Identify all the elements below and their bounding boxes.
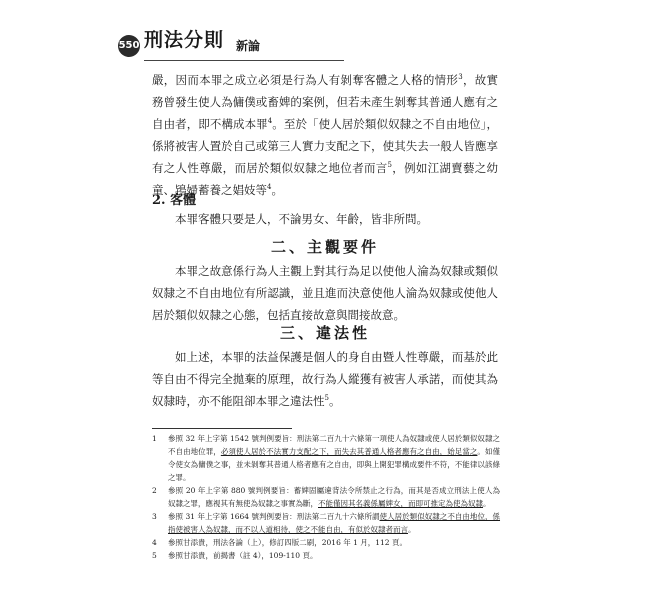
book-title: 刑法分則 [144,29,225,51]
paragraph-subjective: 本罪之故意係行為人主觀上對其行為足以使他人淪為奴隸或類似奴隸之不自由地位有所認識，並且進而決意使他人淪為奴隸或使他人居於類似奴隸之心態，包括直接故意與間接故意。 [152,264,498,322]
header-rule [144,60,344,61]
footnote-item [152,510,500,536]
footnote-ref[interactable]: 4 [267,117,273,126]
paragraph-text: ，例如江湖賣藝之幼童、鴇婦蓄養之娼妓等 [152,161,499,197]
paragraph-continued [152,69,498,201]
footnote-underlined: 使人居於類似奴隸之不自由地位，係指使被害人為奴隸，而不以人道相待，使之不能自由，有似於奴隸者而言 [168,512,501,534]
footnote-number: 3 [152,512,157,521]
footnote-number: 1 [152,434,157,443]
page-number: 550 [118,35,140,57]
paragraph-text: 如上述，本罪的法益保護是個人的身自由暨人性尊嚴，而基於此等自由不得完全拋棄的原理，故行為人縱獲有被害人承諾，而使其為奴隸時，亦不能阻卻本罪之違法性 [152,350,498,408]
footnote-text [168,432,500,484]
paragraph-illegality [152,346,498,412]
footnote-number: 5 [152,551,157,560]
footnote-rule [152,428,292,429]
footnote-text-part: 。 [483,499,491,508]
footnote-item [152,484,500,510]
footnote-text-part: 參照 31 年上字第 1664 號判例要旨：刑法第二百九十六條所謂 [168,512,380,521]
footnote-item [152,549,500,562]
footnote-text-part: 參照甘添貴，前揭書（註 4），109-110 頁。 [168,551,318,560]
footnote-text [168,510,500,536]
footnote-text-part: 。如僅令使女為傭僕之事，並未剝奪其普通人格者應有之自由，即與上開犯罪構成要件不符，不能律以該條之罪。 [168,447,501,482]
paragraph-text: 。 [271,183,283,197]
section-heading-illegality: 三、違法性 [279,324,370,342]
paragraph-object: 本罪客體只要是人，不論男女、年齡，皆非所問。 [175,212,428,226]
footnote-number: 2 [152,486,157,495]
footnote-ref[interactable]: 5 [324,394,329,403]
paragraph-text: 。 [328,394,341,408]
paragraph-text: 。至於「使人居於類似奴隸之不自由地位」，係將被害人置於自己或第三人實力支配之下，使其失去一般人皆應享有之人性尊嚴，而居於類似奴隸之地位者而言 [152,117,499,175]
footnote-text [168,484,500,510]
footnote-item [152,536,500,549]
running-header [118,23,358,63]
paragraph-text: 嚴，因而本罪之成立必須是行為人有剝奪客體之人格的情形 [152,73,459,87]
paragraph-text: ，故實務曾發生使人為傭僕或畜婢的案例，但若未產生剝奪其普通人應有之自由者，即不構成本罪 [152,73,499,131]
footnote-underlined: 不能僅因其名義係屬婢女，而即可推定為使為奴隸 [318,499,483,508]
section-heading-subjective: 二、主觀要件 [270,238,379,256]
footnote-text-part: 。 [408,525,416,534]
footnote-underlined: 必須使人居於不法實力支配之下，而失去其普通人格者應有之自由，始足當之 [220,447,478,456]
footnote-text-part: 參照 32 年上字第 1542 號判例要旨：刑法第二百九十六條第一項使人為奴隸或使人居於類似奴隸之不自由地位罪， [168,434,500,456]
footnote-text [168,549,500,562]
footnote-item [152,432,500,484]
footnote-text-part: 參照 20 年上字第 880 號判例要旨：蓄婢固屬違背法令所禁止之行為，而其是否成立刑法上使人為奴隸之罪，應視其有無使為奴隸之事實為斷， [168,486,500,508]
footnote-text [168,536,500,549]
footnote-ref[interactable]: 4 [267,183,272,192]
footnotes [152,432,500,562]
footnote-number: 4 [152,538,157,547]
footnote-text-part: 參照甘添貴，刑法各論（上），修訂四版二刷，2016 年 1 月，112 頁。 [168,538,407,547]
footnote-ref[interactable]: 5 [387,161,393,170]
subsection-heading-object: 2. 客體 [152,193,197,208]
book-subtitle: 新論 [236,39,261,53]
footnote-ref[interactable]: 3 [458,73,463,82]
